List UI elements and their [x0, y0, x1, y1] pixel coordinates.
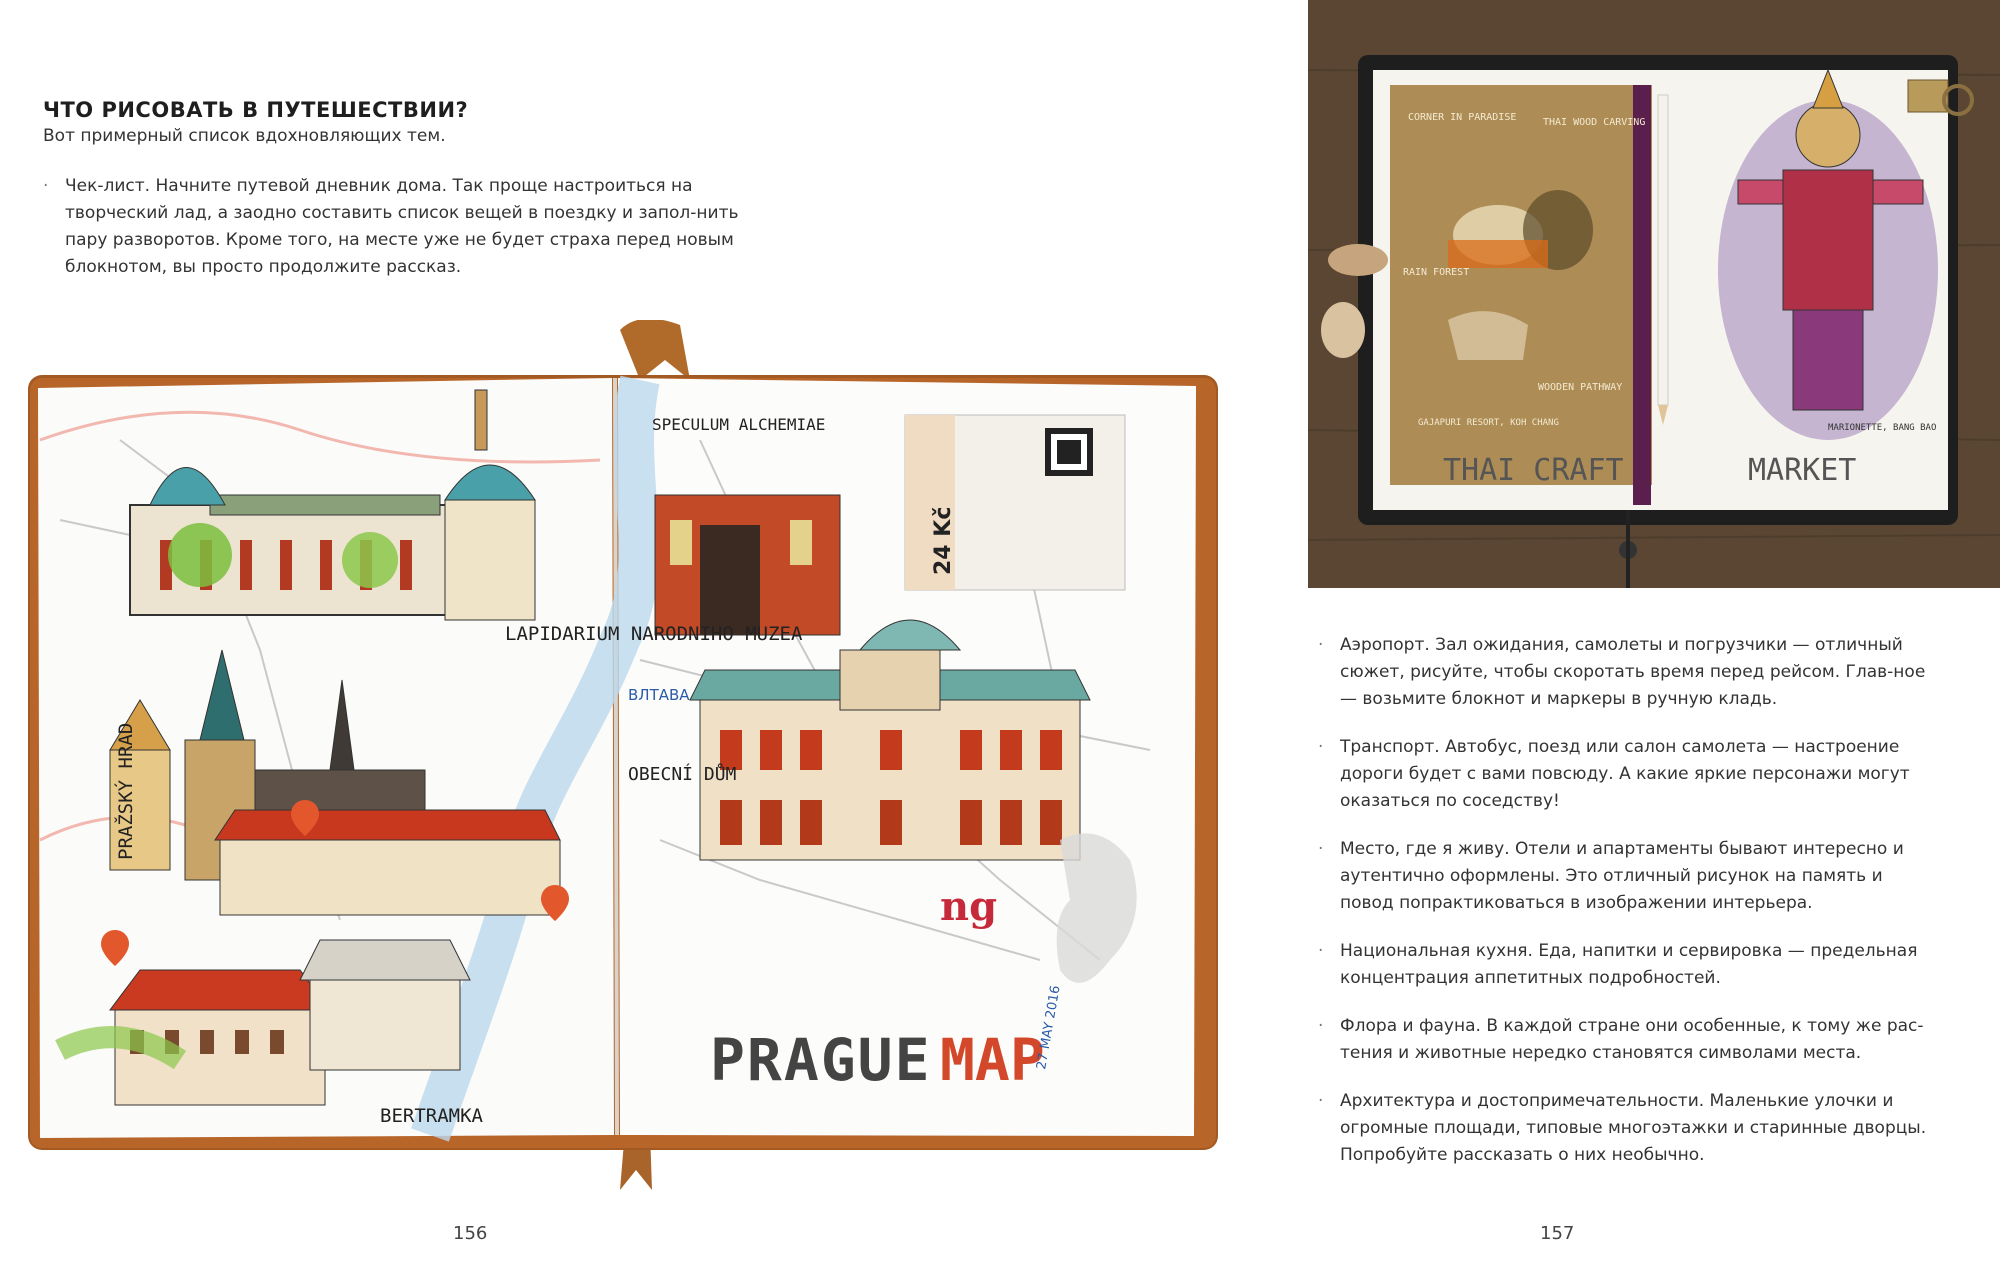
map-date: 27 MAY 2016 [1034, 984, 1064, 1071]
list-item [1318, 1013, 1938, 1067]
prague-title: PRAGUE [710, 1026, 932, 1094]
list-item-text: Место, где я живу. Отели и апартаменты бывают интересно и аутентично оформлены. Это отличный рисунок на память и повод попрактиковаться в изображении интерьера. [1340, 839, 1904, 913]
note-rain-forest: RAIN FOREST [1403, 267, 1470, 278]
page-subtitle: Вот примерный список вдохновляющих тем. [43, 126, 446, 146]
list-item [1318, 734, 1938, 815]
seashell [1321, 302, 1365, 358]
note-marionette: MARIONETTE, BANG BAO [1828, 423, 1937, 433]
list-item [1318, 836, 1938, 917]
bullet-dot: · [43, 176, 49, 196]
caption-thai-craft: THAI CRAFT [1443, 453, 1624, 488]
caption-market: MARKET [1748, 453, 1857, 488]
ribbon-bookmark [1633, 85, 1651, 505]
note-wooden-pathway: WOODEN PATHWAY [1538, 382, 1623, 393]
list-item [1318, 1088, 1938, 1169]
map-title: MAP [940, 1026, 1045, 1094]
list-item-text: Архитектура и достопримечательности. Маленькие улочки и огромные площади, типовые многоэтажки и старинные дворцы. Попробуйте рассказать о них необычно. [1340, 1091, 1927, 1165]
bullet-dot: · [1318, 941, 1324, 961]
label-lapidarium: LAPIDARIUM NARODNIHO MUZEA [505, 623, 803, 645]
list-item [1318, 632, 1938, 713]
bullet-dot: · [1318, 839, 1324, 859]
note-corner: CORNER IN PARADISE [1408, 112, 1517, 123]
topic-list [1318, 632, 1938, 1190]
sketchbook-illustration [0, 320, 1240, 1190]
list-item-text: Национальная кухня. Еда, напитки и сервировка — предельная концентрация аппетитных подробностей. [1340, 941, 1918, 988]
list-item-text: Флора и фауна. В каждой стране они особенные, к тому же рас-тения и животные нередко становятся символами места. [1340, 1016, 1924, 1063]
list-item-text: Транспорт. Автобус, поезд или салон самолета — настроение дороги будет с вами повсюду. А какие яркие персонажи могут оказаться по соседству! [1340, 737, 1910, 811]
page-number-right: 157 [1540, 1223, 1575, 1244]
bullet-dot: · [1318, 1091, 1324, 1111]
list-item [1318, 938, 1938, 992]
note-resort: GAJAPURI RESORT, KOH CHANG [1418, 418, 1559, 428]
intro-bullet-text: Чек-лист. Начните путевой дневник дома. Так проще настроиться на творческий лад, а заодно составить список вещей в поездку и запол-нить пару разворотов. Кроме того, на месте уже не будет страха перед новым блокнотом, вы просто продолжите рассказ. [65, 176, 739, 277]
binder-clip [1908, 80, 1948, 112]
label-vltava: ВЛТАВА [628, 686, 690, 704]
journal-photo [1308, 0, 2000, 588]
bookmark-ribbon-top [620, 320, 690, 380]
bullet-dot: · [1318, 737, 1324, 757]
label-speculum: SPECULUM ALCHEMIAE [652, 415, 826, 434]
pencil [1658, 95, 1668, 405]
label-bertramka: BERTRAMKA [380, 1105, 483, 1127]
list-item-text: Аэропорт. Зал ожидания, самолеты и погрузчики — отличный сюжет, рисуйте, чтобы скоротать время перед рейсом. Глав-ное — возьмите блокнот и маркеры в ручную кладь. [1340, 635, 1926, 709]
page-number-left: 156 [453, 1223, 488, 1244]
marionette-head [1796, 103, 1860, 167]
ticket-price: 24 Kč [931, 506, 956, 575]
tram-ticket [905, 415, 1125, 590]
note-thai-wood: THAI WOOD CARVING [1543, 117, 1646, 128]
bullet-dot: · [1318, 635, 1324, 655]
page-title: ЧТО РИСОВАТЬ В ПУТЕШЕСТВИИ? [43, 98, 469, 122]
speculum-building [655, 495, 840, 635]
ng-logo: ng [940, 883, 998, 930]
intro-bullet [43, 173, 743, 281]
seashell [1328, 244, 1388, 276]
label-hrad: PRAŽSKÝ HRAD [115, 722, 137, 860]
bullet-dot: · [1318, 1016, 1324, 1036]
label-obecni-dum: OBECNÍ DŮM [628, 764, 737, 785]
